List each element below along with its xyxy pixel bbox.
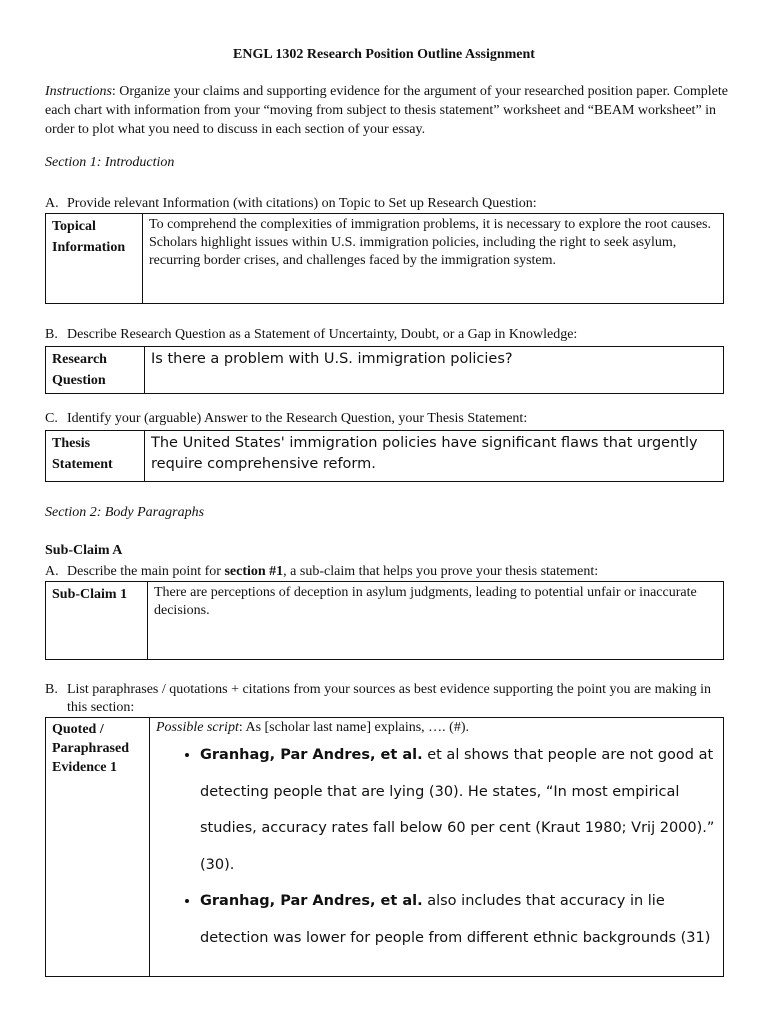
possible-script: Possible script: As [scholar last name] explains, …. (#). xyxy=(156,720,470,735)
prompt-topical-information: A. Provide relevant Information (with citations) on Topic to Set up Research Question: xyxy=(45,196,537,211)
evidence-table xyxy=(45,717,724,977)
research-question-table xyxy=(45,346,724,394)
topical-information-field[interactable]: To comprehend the complexities of immigration problems, it is necessary to explore the root causes. Scholars highlight issues within U.S. immigration policies, including the right to seek asylum, recurring border crises, and challenges faced by the immigration system. xyxy=(143,214,724,304)
prompt-evidence: B. List paraphrases / quotations + citations from your sources as best evidence supporting the point you are making in this section: xyxy=(45,682,711,715)
evidence-label: Quoted / Paraphrased Evidence 1 xyxy=(46,718,150,977)
instructions-label: Instructions xyxy=(45,84,112,99)
evidence-item: • Granhag, Par Andres, et al. also includes that accuracy in lie detection was lower for people from different ethnic backgrounds (31) xyxy=(200,883,717,956)
evidence-field[interactable] xyxy=(150,718,724,977)
topical-information-label: Topical Information xyxy=(46,214,143,304)
prompt-sub-claim: A. Describe the main point for section #1, a sub-claim that helps you prove your thesis statement: xyxy=(45,564,599,579)
research-question-field[interactable]: Is there a problem with U.S. immigration policies? xyxy=(145,347,724,394)
evidence-item: • Granhag, Par Andres, et al. et al shows that people are not good at detecting people that are lying (30). He states, “In most empirical studies, accuracy rates fall below 60 per cent (Kraut 1980; Vrij 2000).” (30). xyxy=(200,737,717,883)
evidence-list xyxy=(156,737,717,956)
sub-claim-label: Sub-Claim 1 xyxy=(46,582,148,660)
sub-claim-field[interactable]: There are perceptions of deception in asylum judgments, leading to potential unfair or inaccurate decisions. xyxy=(148,582,724,660)
thesis-statement-label: Thesis Statement xyxy=(46,431,145,482)
instructions-paragraph xyxy=(45,82,730,139)
section-2-heading: Section 2: Body Paragraphs xyxy=(45,505,205,520)
section-1-heading: Section 1: Introduction xyxy=(45,155,175,170)
topical-information-table xyxy=(45,213,724,304)
instructions-text: : Organize your claims and supporting evidence for the argument of your researched position paper. Complete each chart with information from your “moving from subject to thesis statement” worksheet and “BEAM worksheet” in order to plot what you need to discuss in each section of your essay. xyxy=(45,84,728,137)
document-title: ENGL 1302 Research Position Outline Assignment xyxy=(233,47,535,62)
research-question-label: Research Question xyxy=(46,347,145,394)
sub-claim-a-heading: Sub-Claim A xyxy=(45,543,123,558)
sub-claim-table xyxy=(45,581,724,660)
thesis-statement-field[interactable]: The United States' immigration policies have significant flaws that urgently require comprehensive reform. xyxy=(145,431,724,482)
prompt-research-question: B. Describe Research Question as a Statement of Uncertainty, Doubt, or a Gap in Knowledge: xyxy=(45,327,578,342)
prompt-thesis-statement: C. Identify your (arguable) Answer to the Research Question, your Thesis Statement: xyxy=(45,411,528,426)
thesis-statement-table xyxy=(45,430,724,482)
